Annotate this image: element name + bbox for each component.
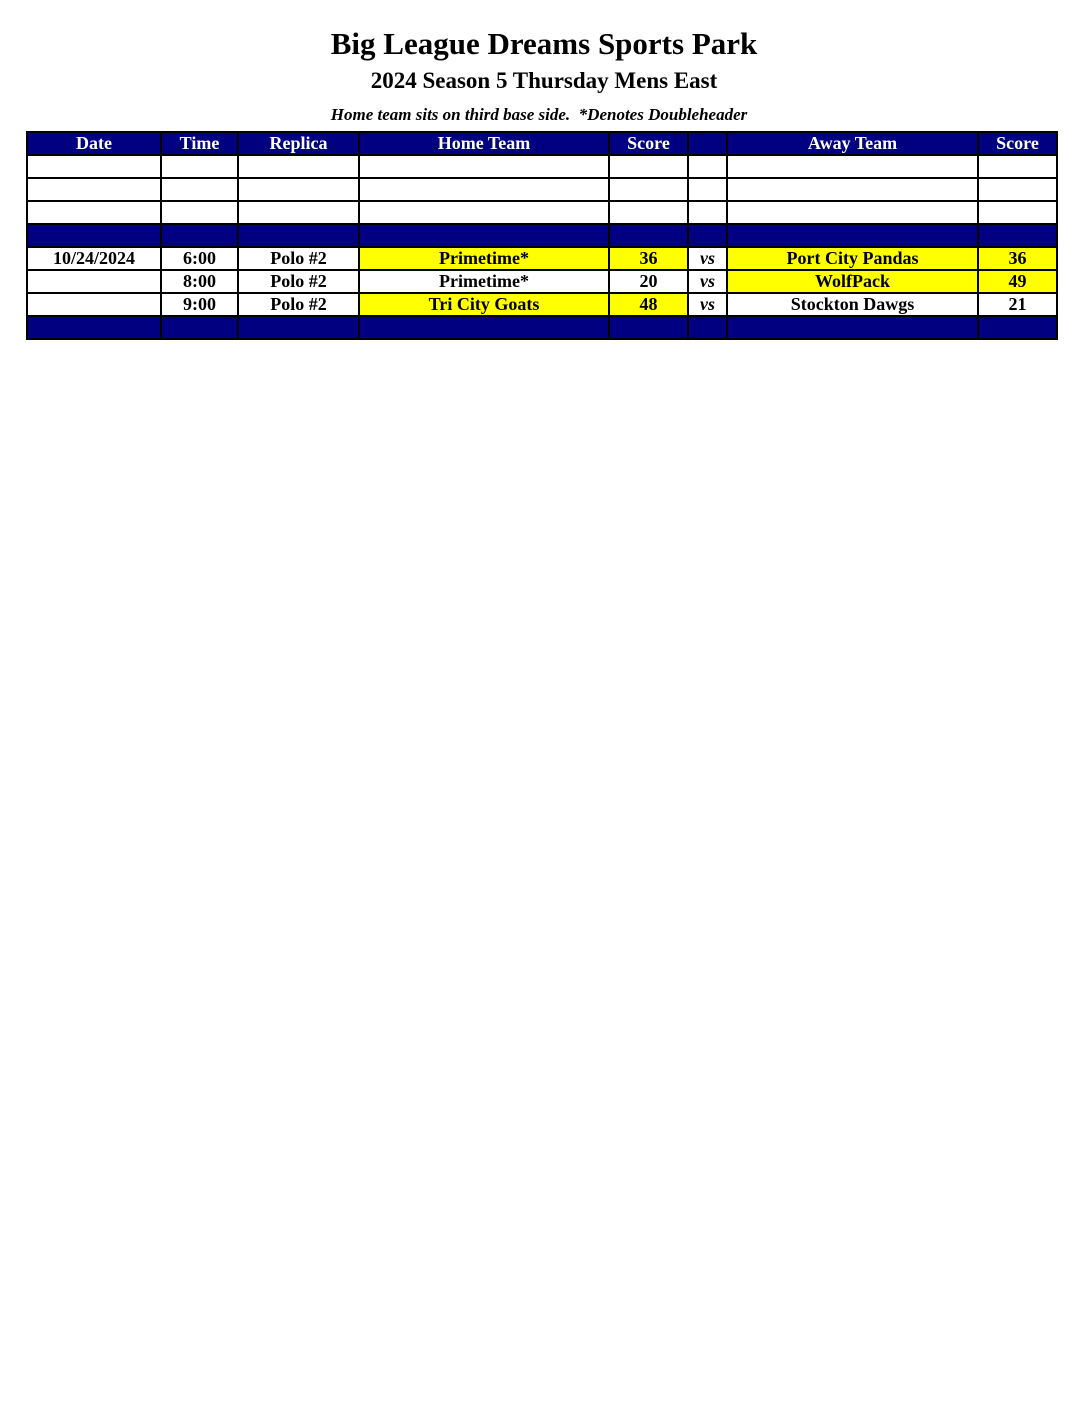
game-time: 6:00 (161, 247, 238, 270)
band-cell (27, 224, 161, 247)
column-header-time: Time (161, 132, 238, 155)
page-title: Big League Dreams Sports Park (330, 26, 758, 61)
away-score: 21 (978, 293, 1057, 316)
empty-cell (727, 201, 978, 224)
empty-cell (609, 178, 688, 201)
game-date (27, 293, 161, 316)
empty-cell (727, 155, 978, 178)
vs-label: vs (688, 247, 727, 270)
empty-cell (978, 178, 1057, 201)
away-score: 36 (978, 247, 1057, 270)
column-header-home-team: Home Team (359, 132, 609, 155)
page-subtitle: 2024 Season 5 Thursday Mens East (370, 68, 718, 93)
home-team: Primetime* (359, 270, 609, 293)
home-score: 20 (609, 270, 688, 293)
away-team: Port City Pandas (727, 247, 978, 270)
empty-row (27, 201, 1057, 224)
band-cell (609, 224, 688, 247)
game-date: 10/24/2024 (27, 247, 161, 270)
empty-cell (978, 155, 1057, 178)
away-team: WolfPack (727, 270, 978, 293)
schedule-table (26, 131, 1058, 340)
empty-cell (688, 178, 727, 201)
empty-row (27, 155, 1057, 178)
band-cell (161, 316, 238, 339)
game-time: 8:00 (161, 270, 238, 293)
header-row (27, 132, 1057, 155)
game-date (27, 270, 161, 293)
home-score: 36 (609, 247, 688, 270)
empty-cell (238, 201, 359, 224)
page-note: Home team sits on third base side. *Denotes Doubleheader (330, 105, 748, 124)
home-team: Primetime* (359, 247, 609, 270)
vs-label: vs (688, 293, 727, 316)
band-cell (359, 316, 609, 339)
empty-cell (27, 201, 161, 224)
band-cell (727, 316, 978, 339)
band-cell (238, 224, 359, 247)
empty-row (27, 178, 1057, 201)
empty-cell (688, 201, 727, 224)
column-header-away-score: Score (978, 132, 1057, 155)
game-replica: Polo #2 (238, 247, 359, 270)
game-row (27, 293, 1057, 316)
empty-cell (238, 178, 359, 201)
empty-cell (688, 155, 727, 178)
game-replica: Polo #2 (238, 270, 359, 293)
game-row (27, 247, 1057, 270)
game-row (27, 270, 1057, 293)
empty-cell (161, 201, 238, 224)
column-header-vs (688, 132, 727, 155)
band-cell (978, 316, 1057, 339)
empty-cell (359, 155, 609, 178)
column-header-home-score: Score (609, 132, 688, 155)
away-score: 49 (978, 270, 1057, 293)
empty-cell (27, 155, 161, 178)
empty-cell (161, 155, 238, 178)
empty-cell (727, 178, 978, 201)
separator-band (27, 224, 1057, 247)
empty-cell (161, 178, 238, 201)
home-score: 48 (609, 293, 688, 316)
band-cell (688, 316, 727, 339)
band-cell (238, 316, 359, 339)
band-cell (688, 224, 727, 247)
column-header-away-team: Away Team (727, 132, 978, 155)
band-cell (978, 224, 1057, 247)
empty-cell (359, 178, 609, 201)
empty-cell (978, 201, 1057, 224)
home-team: Tri City Goats (359, 293, 609, 316)
empty-cell (238, 155, 359, 178)
empty-cell (359, 201, 609, 224)
band-cell (27, 316, 161, 339)
game-time: 9:00 (161, 293, 238, 316)
empty-cell (609, 155, 688, 178)
empty-cell (27, 178, 161, 201)
empty-cell (609, 201, 688, 224)
band-cell (609, 316, 688, 339)
vs-label: vs (688, 270, 727, 293)
band-cell (727, 224, 978, 247)
band-cell (359, 224, 609, 247)
away-team: Stockton Dawgs (727, 293, 978, 316)
band-cell (161, 224, 238, 247)
column-header-replica: Replica (238, 132, 359, 155)
separator-band (27, 316, 1057, 339)
column-header-date: Date (27, 132, 161, 155)
game-replica: Polo #2 (238, 293, 359, 316)
